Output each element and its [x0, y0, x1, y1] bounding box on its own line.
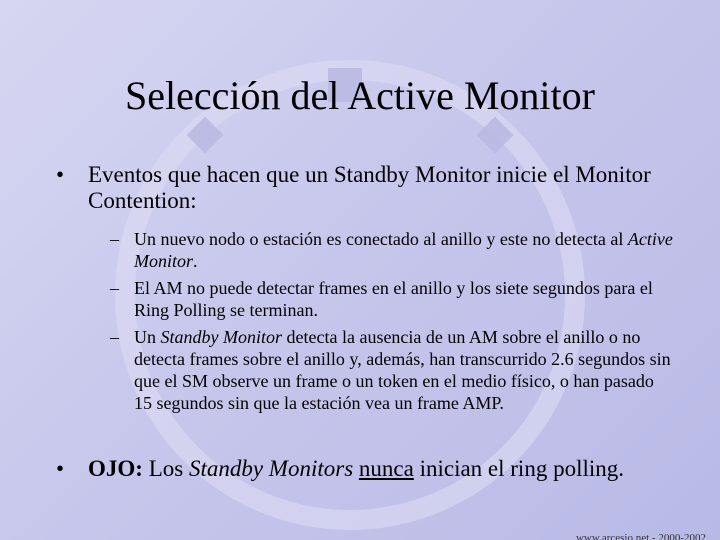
bullet-text: Eventos que hacen que un Standby Monitor inicie el Monitor Contention: — [88, 162, 651, 213]
sub-bullet-text-part: . — [193, 251, 198, 271]
sub-bullet-italic-term: Standby Monitor — [160, 327, 282, 347]
sub-bullet-text-part: Un — [134, 327, 161, 347]
footer-credit: www.arcesio.net - 2000-2002 — [575, 532, 706, 540]
bullet-lead-bold: OJO: — [88, 456, 143, 481]
bullet-marker: • — [56, 456, 65, 481]
bullet-text-part: inician el ring polling. — [413, 456, 624, 481]
sub-bullet-item-3 — [110, 326, 676, 414]
sub-bullet-marker: – — [110, 278, 119, 298]
sub-bullet-marker: – — [110, 327, 119, 347]
sub-bullet-marker: – — [110, 229, 119, 249]
content-area — [56, 162, 676, 481]
sub-bullet-text: El AM no puede detectar frames en el anillo y los siete segundos para el Ring Polling se terminan. — [134, 278, 653, 320]
bullet-marker: • — [56, 162, 65, 187]
sub-bullet-item-2 — [110, 277, 676, 321]
sub-bullet-italic-term: Active Monitor — [134, 229, 673, 271]
bullet-item-1 — [56, 162, 676, 214]
bullet-underlined-word: nunca — [358, 456, 414, 481]
slide-title: Selección del Active Monitor — [125, 73, 595, 118]
sub-bullet-item-1 — [110, 228, 676, 272]
sub-bullet-list — [110, 228, 676, 414]
sub-bullet-text-part: Un nuevo nodo o estación es conectado al anillo y este no detecta al — [134, 229, 628, 249]
sub-bullet-text-part: detecta la ausencia de un AM sobre el anillo o no detecta frames sobre el anillo y, además, han transcurrido 2.6 segundos sin que el SM observe un frame o un token en el medio físico, o han pasado 15 segundos sin que la estación vea un frame AMP. — [134, 327, 671, 413]
bullet-text-part: Los — [142, 456, 189, 481]
bullet-item-2 — [56, 456, 720, 482]
bullet-italic-term: Standby Monitors — [188, 456, 354, 481]
